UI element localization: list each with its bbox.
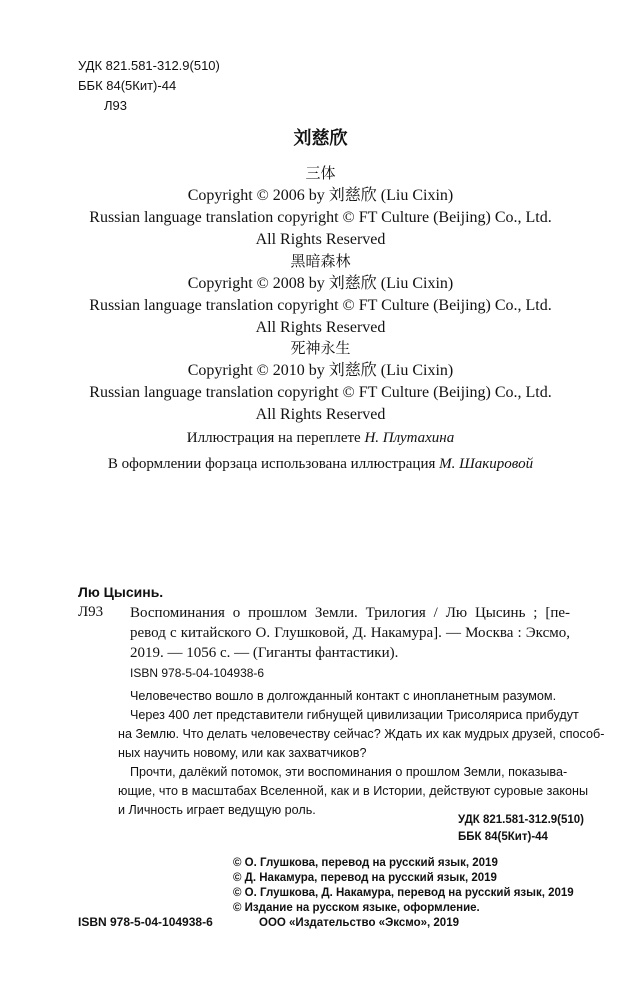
classification-codes (78, 56, 220, 116)
cutter-code: Л93 (104, 98, 127, 113)
illustration-credits (0, 425, 641, 477)
annotation-line: ющие, что в масштабах Вселенной, как и в Истории, действуют суровые законы (118, 784, 589, 798)
udk-code: УДК 821.581-312.9(510) (78, 58, 220, 73)
copyright-line: Copyright © 2006 by 刘慈欣 (Liu Cixin) (187, 187, 454, 204)
rights-reserved-line: All Rights Reserved (255, 319, 386, 336)
translation-copyright-line: Russian language translation copyright © FT Culture (Beijing) Co., Ltd. (89, 209, 552, 226)
rights-line: © Издание на русском языке, оформление. (233, 902, 480, 914)
copyright-block (0, 251, 641, 339)
endpaper-illustration-credit (0, 451, 641, 477)
annotation-line: ных научить новому, или как захватчиков? (118, 746, 367, 760)
bibliography-line: Воспоминания о прошлом Земли. Трилогия / Лю Цысинь ; [пе- (130, 605, 570, 621)
rights-reserved-line: All Rights Reserved (255, 231, 386, 248)
rights-reserved-line: All Rights Reserved (255, 406, 386, 423)
copyright-line: Copyright © 2008 by 刘慈欣 (Liu Cixin) (187, 275, 454, 292)
cover-illustration-credit (0, 425, 641, 451)
rights-line: © О. Глушкова, Д. Накамура, перевод на русский язык, 2019 (233, 887, 574, 899)
cover-illustration-artist: Н. Плутахина (364, 430, 455, 446)
copyright-block (0, 163, 641, 251)
bibliography-isbn: ISBN 978-5-04-104938-6 (130, 666, 265, 680)
author-chinese-name: 刘慈欣 (293, 128, 348, 148)
bbk-code: ББК 84(5Кит)-44 (458, 831, 548, 843)
annotation-line: Человечество вошло в долгожданный контакт с инопланетным разумом. (130, 689, 557, 703)
rights-line: ООО «Издательство «Эксмо», 2019 (259, 917, 459, 929)
bbk-code: ББК 84(5Кит)-44 (78, 78, 177, 93)
udk-code: УДК 821.581-312.9(510) (458, 814, 585, 826)
endpaper-illustration-artist: М. Шакировой (439, 456, 534, 472)
rights-notices (233, 856, 574, 931)
annotation-paragraph (118, 706, 605, 763)
annotation-line: на Землю. Что делать человечеству сейчас? Ждать их как мудрых друзей, способ- (118, 727, 605, 741)
bibliography-cutter: Л93 (78, 604, 104, 620)
cover-illustration-label: Иллюстрация на переплете (186, 430, 361, 446)
bibliography-line: 2019. — 1056 с. — (Гиганты фантастики). (130, 645, 399, 661)
copyright-line: Copyright © 2010 by 刘慈欣 (Liu Cixin) (187, 362, 454, 379)
rights-line: © О. Глушкова, перевод на русский язык, 2019 (233, 857, 498, 869)
original-title: 黑暗森林 (290, 253, 351, 270)
original-title: 死神永生 (290, 340, 351, 357)
annotation-line: Через 400 лет представители гибнущей цивилизации Трисоляриса прибудут (130, 708, 579, 722)
bibliography-description (130, 603, 570, 663)
bibliography-author: Лю Цысинь. (78, 584, 164, 600)
translation-copyright-line: Russian language translation copyright © FT Culture (Beijing) Co., Ltd. (89, 384, 552, 401)
copyright-block (0, 338, 641, 426)
annotation-paragraph (118, 687, 573, 706)
annotation-line: и Личность играет ведущую роль. (118, 803, 316, 817)
classification-codes-bottom (458, 812, 584, 846)
endpaper-illustration-label: В оформлении форзаца использована иллюстрация (107, 456, 436, 472)
bibliography-line: ревод с китайского О. Глушковой, Д. Накамура]. — Москва : Эксмо, (130, 625, 570, 641)
isbn-bottom: ISBN 978-5-04-104938-6 (78, 915, 213, 929)
rights-line: © Д. Накамура, перевод на русский язык, 2019 (233, 872, 497, 884)
translation-copyright-line: Russian language translation copyright © FT Culture (Beijing) Co., Ltd. (89, 297, 552, 314)
annotation-line: Прочти, далёкий потомок, эти воспоминания о прошлом Земли, показыва- (130, 765, 568, 779)
original-title: 三体 (305, 165, 336, 182)
